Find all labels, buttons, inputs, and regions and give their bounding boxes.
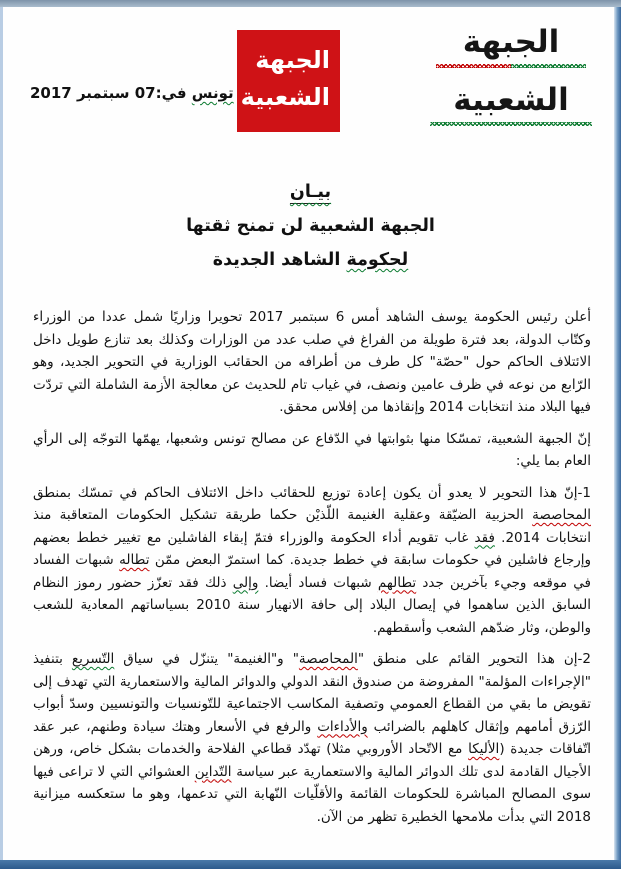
paragraph-point-2: 2-إن هذا التحوير القائم على منطق "المحاصصة" و"الغنيمة" يتنزّل في سياق التّسريع بتنفيذ "الإجراءات المؤلمة" المفروضة من صندوق النقد الدولي والدوائر المالية والاستعمارية التي تهدف إلى تقويض ما بقي من القطاع العمومي وتصفية المكاسب الاجتماعية للتّونسيات والتونسيين وسدّ أبواب الرّزق أمامهم وإثقال كاهلهم بالضرائب والأداءات والرفع في الأسعار وهتك سيادة وطنهم، عبر عقد اتّفاقات جديدة (الأليكا مع الاتّحاد الأوروبي مثلا) تهدّد قطاعي الفلاحة والخدمات بشكل خاص، ورهن الأجيال القادمة لدى تلك الدوائر المالية والاستعمارية عبر سياسة التّداين العشوائي التي لا تراعى فيها سوى المصالح المباشرة للحكومات القائمة والأقلّيات النّهابة التي تدعمها، وهو ما ستعكسه ميزانية 2018 التي بدأت ملامحها الخطيرة تظهر من الآن. (33, 651, 592, 825)
page-border-top (0, 0, 621, 7)
title-line-3: لحكومة الشاهد الجديدة (212, 250, 409, 270)
title-line-2: الجبهة الشعبية لن تمنح ثقتها (186, 216, 435, 236)
date-line: تونس في:07 سبتمبر 2017 (30, 84, 234, 102)
squiggle-green-segment (511, 64, 586, 68)
brand-squiggle-2 (430, 122, 592, 126)
paragraph-intro: إنّ الجبهة الشعبية، تمسّكا منها بثوابتها في الدّفاع عن مصالح تونس وشعبها، يهمّها التوجّه إلى الرأي العام بما يلي: (33, 430, 591, 469)
brand-title-line2: الشعبية (453, 82, 569, 118)
popular-front-logo (237, 30, 340, 132)
logo-text-line1: الجبهة (255, 46, 330, 74)
squiggle-red-segment (436, 64, 511, 68)
statement-body (33, 306, 591, 828)
page-border-bottom (0, 860, 621, 869)
brand-title-line1: الجبهة (462, 24, 560, 60)
document-header (0, 0, 621, 152)
statement-title (0, 180, 621, 272)
paragraph-announcement: أعلن رئيس الحكومة يوسف الشاهد أمس 6 سبتمبر 2017 تحويرا وزاريًا شمل عددا من الوزراء وكتّاب الدولة، بعد فترة طويلة من الفراغ في صلب عدد من الوزارات وكذلك بعد تنازع طويل داخل الائتلاف الحاكم حول "حصّة" كل طرف من أطرافه من الحقائب الوزارية في التحوير الجديد، وهو الرّابع من نوعه في ظرف عامين ونصف، في غياب تام للحديث عن معالجة الأزمة الشاملة التي تردّت فيها البلاد منذ انتخابات 2014 وإنقاذها من إفلاس محقق. (33, 309, 591, 415)
page-border-right (614, 7, 621, 860)
squiggle-green-segment (430, 122, 592, 126)
paragraph-point-1: 1-إنّ هذا التحوير لا يعدو أن يكون إعادة توزيع للحقائب داخل الائتلاف الحاكم في تمسّك بمنطق المحاصصة الحزبية الضيّقة وعقلية الغنيمة اللّذيْن حكما طريقة تشكيل الحكومات المتعاقبة منذ انتخابات 2014. فقد غاب تقويم أداء الحكومة والوزراء فتمّ إبقاء الفاشلين مع تغيير خطط بعضهم وإرجاع فاشلين في حكومات سابقة في خطط جديدة. كما استمرّ البعض ممّن تطاله شبهات الفساد في موقعه وجيء بآخرين جدد تطالهم شبهات فساد أيضا. وإلى ذلك فقد تعزّز حضور رموز النظام السابق الذين ساهموا في إيصال البلاد إلى حافة الانهيار سنة 2010 بسياساتهم المعادية للشعب والوطن، وثار ضدّهم الشعب وأسقطهم. (33, 484, 592, 636)
title-word-bayan: بيـان (289, 182, 332, 202)
brand-title (426, 22, 596, 138)
brand-squiggle-1 (436, 64, 586, 68)
logo-text-line2: الشعبية (240, 83, 330, 111)
page-border-left (0, 7, 3, 860)
